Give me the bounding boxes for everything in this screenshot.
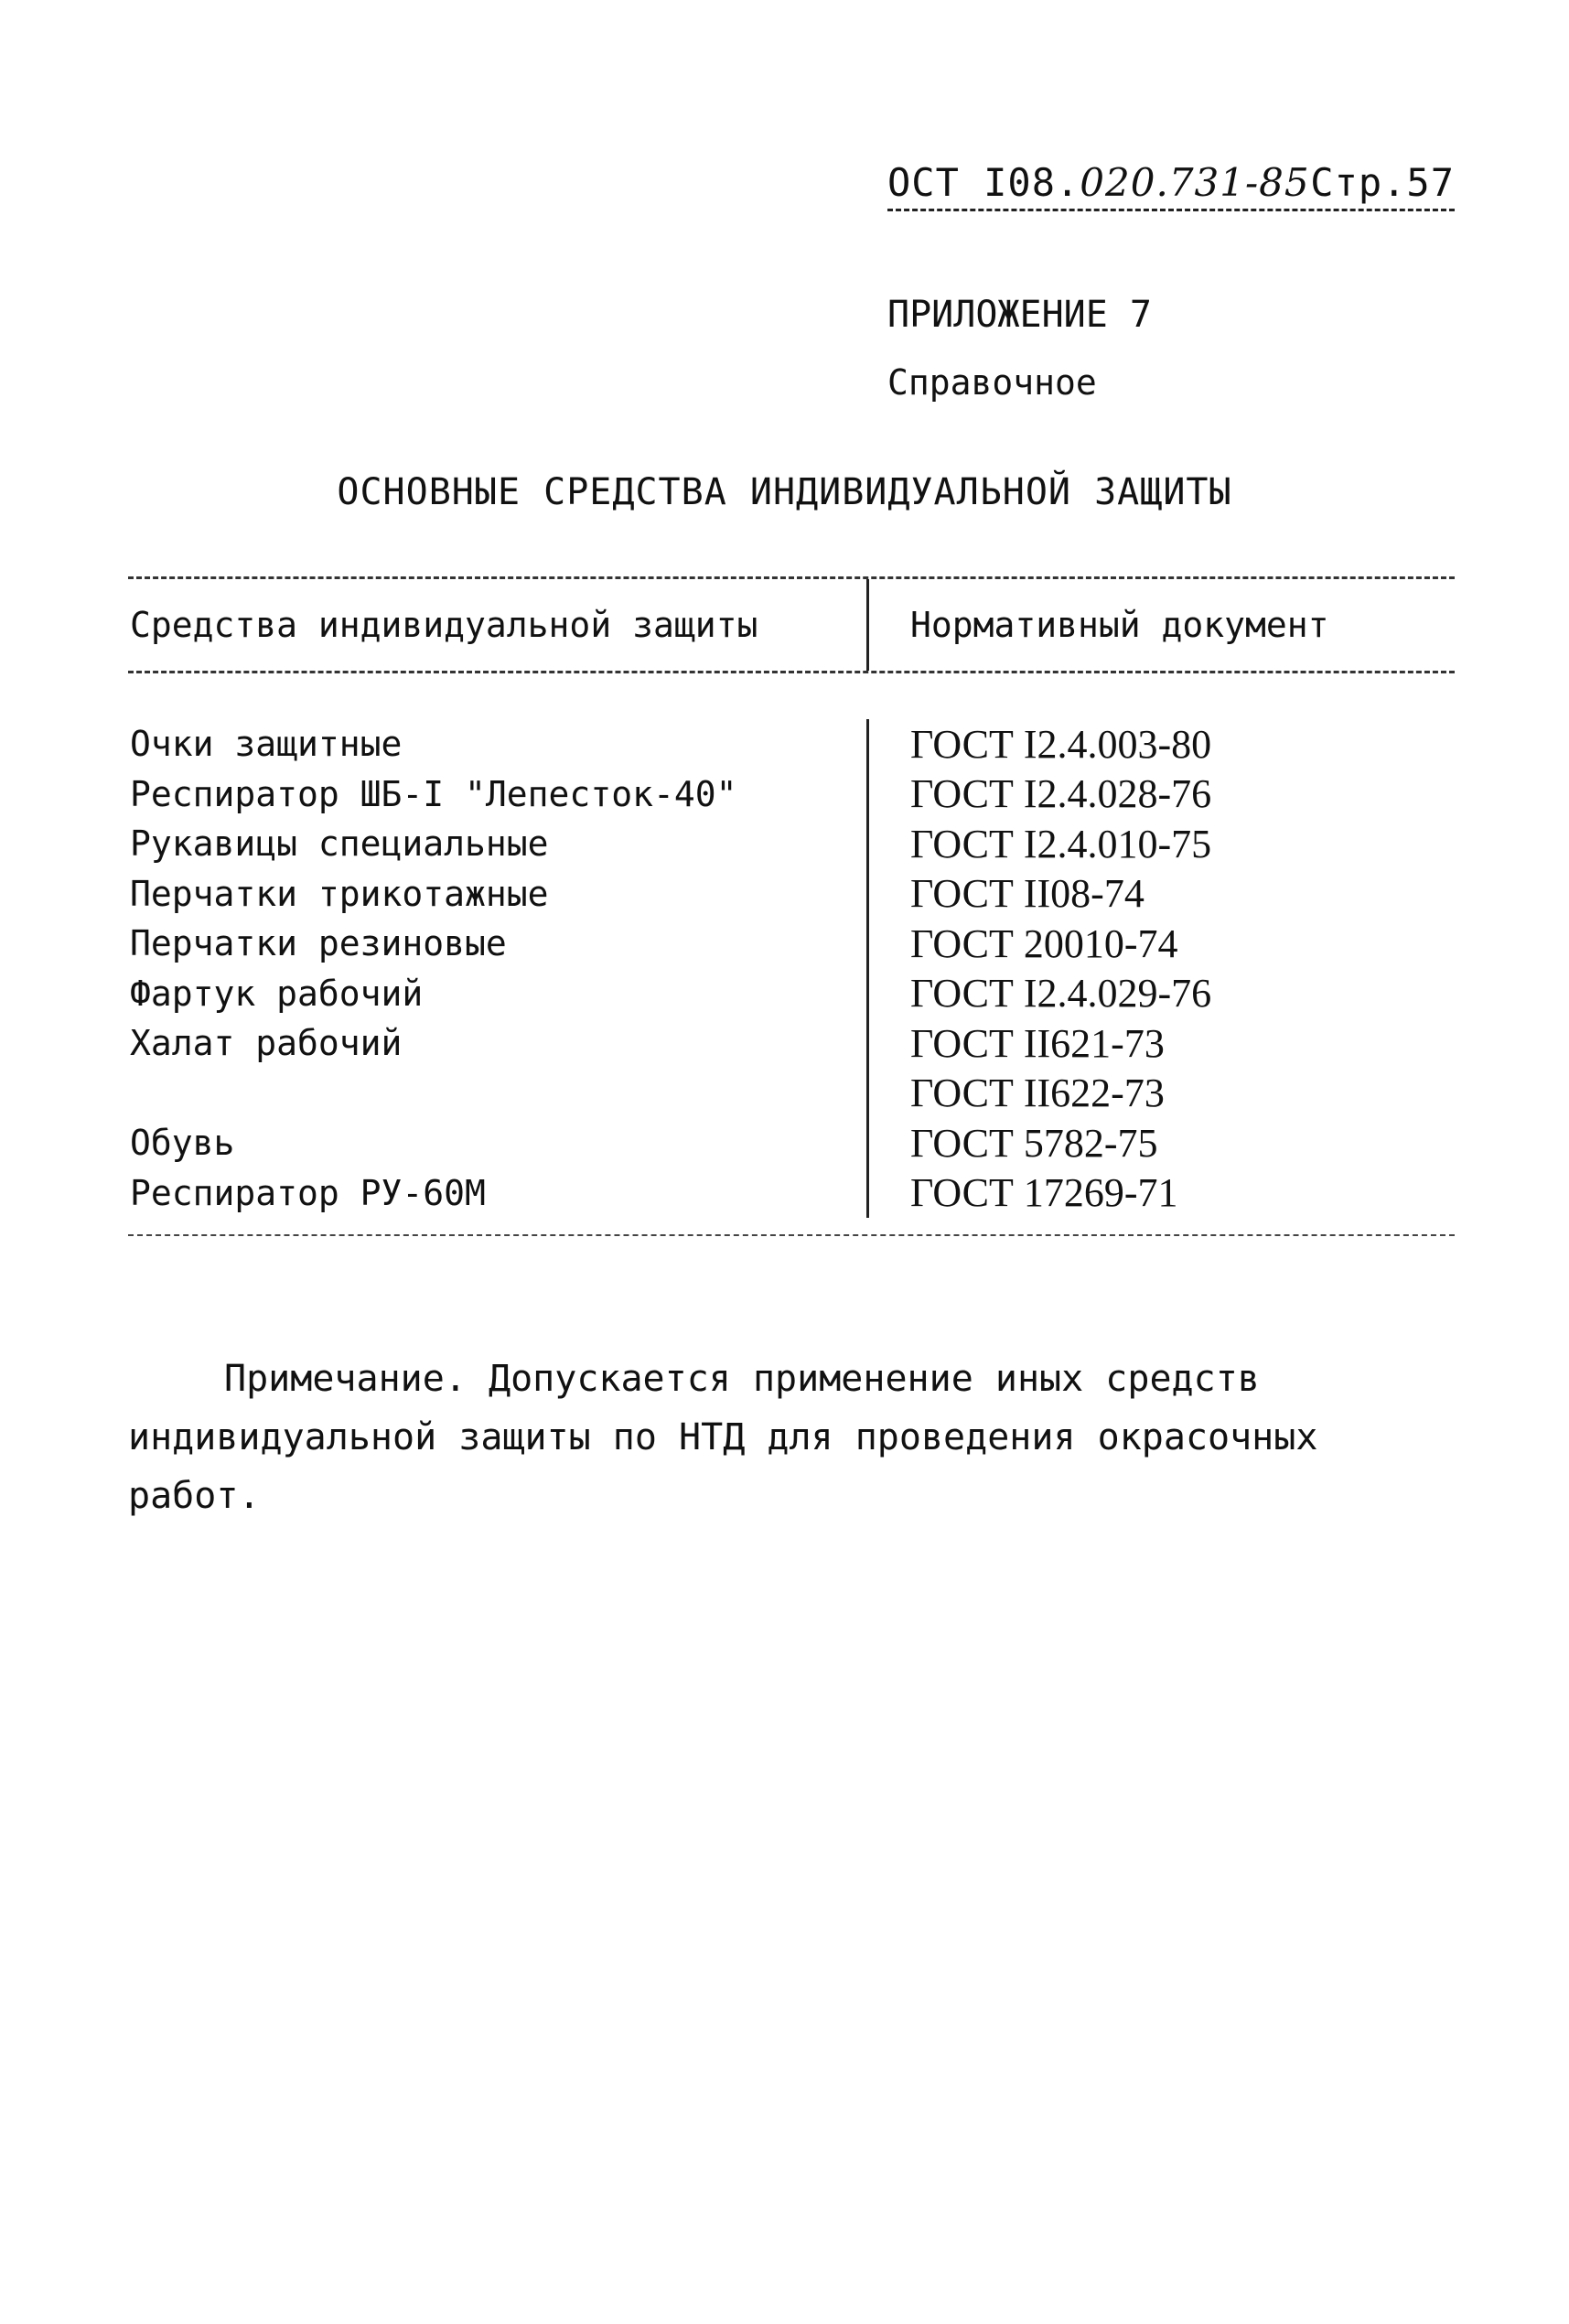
cell-means: Очки защитные: [130, 724, 403, 765]
cell-document: ГОСТ II08-74: [866, 869, 1455, 920]
table-row: [128, 1069, 1455, 1119]
table-row: [128, 769, 1455, 820]
cell-means: Перчатки трикотажные: [130, 873, 549, 914]
appendix-type: Справочное: [887, 362, 1097, 403]
cell-document: ГОСТ I2.4.003-80: [866, 719, 1455, 769]
cell-means: Рукавицы специальные: [130, 823, 549, 865]
cell-document: ГОСТ 17269-71: [866, 1168, 1455, 1219]
standard-code-handwritten: 020.731-85: [1080, 160, 1310, 205]
cell-document: ГОСТ 5782-75: [866, 1118, 1455, 1168]
page-number: Стр.57: [1310, 160, 1455, 205]
protection-means-table: [128, 576, 1455, 1236]
table-row: [128, 1168, 1455, 1219]
table-row: [128, 1118, 1455, 1168]
table-row: [128, 919, 1455, 969]
cell-means: Фартук рабочий: [130, 973, 424, 1014]
standard-code: [887, 157, 1310, 209]
cell-document: ГОСТ I2.4.010-75: [866, 819, 1455, 869]
document-header-reference: [887, 157, 1455, 211]
cell-document: ГОСТ II621-73: [866, 1018, 1455, 1069]
cell-means: Халат рабочий: [130, 1023, 403, 1064]
cell-document: ГОСТ 20010-74: [866, 919, 1455, 969]
cell-means: Обувь: [130, 1123, 235, 1164]
column-header-document: Нормативный документ: [866, 579, 1455, 671]
cell-document: ГОСТ II622-73: [866, 1069, 1455, 1119]
appendix-label: ПРИЛОЖЕНИЕ 7: [887, 294, 1152, 336]
note: [128, 1350, 1372, 1525]
cell-means: Перчатки резиновые: [130, 923, 507, 964]
cell-means: Респиратор РУ-60М: [130, 1172, 486, 1213]
page-title: ОСНОВНЫЕ СРЕДСТВА ИНДИВИДУАЛЬНОЙ ЗАЩИТЫ: [337, 471, 1232, 513]
table-row: [128, 1018, 1455, 1069]
table-header: [128, 579, 1455, 671]
table-row: [128, 719, 1455, 769]
cell-document: ГОСТ I2.4.028-76: [866, 769, 1455, 820]
table-row: [128, 819, 1455, 869]
note-text: Примечание. Допускается применение иных средств индивидуальной защиты по НТД для проведения окрасочных работ.: [128, 1358, 1318, 1517]
table-body: [128, 673, 1455, 1234]
table-row: [128, 869, 1455, 920]
table-row: [128, 969, 1455, 1019]
column-header-means: Средства индивидуальной защиты: [130, 605, 758, 645]
cell-document: ГОСТ I2.4.029-76: [866, 969, 1455, 1019]
cell-means: Респиратор ШБ-I "Лепесток-40": [130, 773, 737, 814]
standard-code-printed: ОСТ I08.: [887, 160, 1080, 205]
